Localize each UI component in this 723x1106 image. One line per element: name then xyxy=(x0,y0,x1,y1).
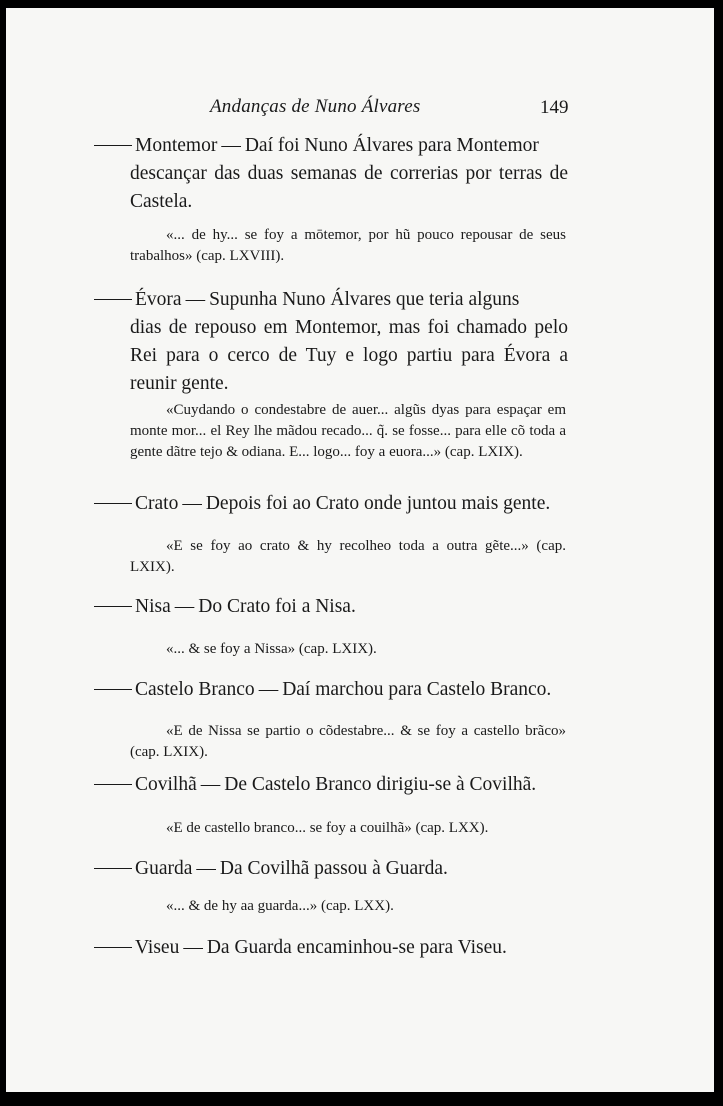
page-header xyxy=(6,96,714,126)
quote-text: «E se foy ao crato & hy recolheo toda a outra gẽte...» (cap. LXIX). xyxy=(130,538,566,575)
quote-montemor xyxy=(130,225,566,267)
place-name: Viseu xyxy=(135,937,180,958)
quote-text: «... & se foy a Nissa» (cap. LXIX). xyxy=(166,641,377,657)
quote-guarda xyxy=(130,896,566,917)
entry-dash xyxy=(94,145,132,146)
entry-castelo-branco xyxy=(94,676,568,704)
entry-first-line xyxy=(94,855,568,883)
entry-first-line xyxy=(94,490,568,518)
entry-text: De Castelo Branco dirigiu-se à Covilhã. xyxy=(224,774,537,795)
em-dash: — xyxy=(196,858,216,879)
entry-montemor xyxy=(94,132,568,216)
em-dash: — xyxy=(183,937,203,958)
entry-first-line xyxy=(94,676,568,704)
entry-first-line xyxy=(94,771,568,799)
place-name: Nisa xyxy=(135,596,171,617)
entry-viseu xyxy=(94,934,568,962)
em-dash: — xyxy=(200,774,221,795)
page-number: 149 xyxy=(540,97,569,118)
entry-guarda xyxy=(94,855,568,883)
quote-text: «Cuydando o condestabre de auer... algũs dyas para espaçar em monte mor... el Rey lhe mãdou recado... q̃. se fosse... para elle cõ toda a gente dãtre tejo & odiana. E... logo... foy a euora...» (cap. LXIX). xyxy=(130,402,566,460)
em-dash: — xyxy=(174,596,195,617)
entry-text: Daí marchou para Castelo Branco. xyxy=(282,679,552,700)
place-name: Guarda xyxy=(135,858,193,879)
place-name: Covilhã xyxy=(135,774,197,795)
entry-dash xyxy=(94,606,132,607)
place-name: Crato xyxy=(135,493,179,514)
entry-text: Supunha Nuno Álvares que teria alguns xyxy=(209,289,520,310)
quote-crato xyxy=(130,536,566,578)
place-name: Montemor xyxy=(135,135,218,156)
em-dash: — xyxy=(258,679,279,700)
entry-first-line xyxy=(94,286,568,314)
entry-evora xyxy=(94,286,568,398)
entry-dash xyxy=(94,784,132,785)
entry-dash xyxy=(94,947,132,948)
place-name: Évora xyxy=(135,289,182,310)
entry-dash xyxy=(94,868,132,869)
quote-text: «... de hy... se foy a mōtemor, por hũ pouco repousar de seus trabalhos» (cap. LXVIII). xyxy=(130,227,566,264)
entry-crato xyxy=(94,490,568,518)
entry-nisa xyxy=(94,593,568,621)
entry-first-line xyxy=(94,934,568,962)
entry-text: Do Crato foi a Nisa. xyxy=(198,596,356,617)
quote-nisa xyxy=(130,639,566,660)
entry-dash xyxy=(94,503,132,504)
running-title: Andanças de Nuno Álvares xyxy=(210,96,421,117)
entry-dash xyxy=(94,299,132,300)
quote-covilha xyxy=(130,818,566,839)
quote-evora xyxy=(130,400,566,463)
entry-covilha xyxy=(94,771,568,799)
entry-first-line xyxy=(94,132,568,160)
em-dash: — xyxy=(185,289,206,310)
entry-first-line xyxy=(94,593,568,621)
entry-continuation: dias de repouso em Montemor, mas foi chamado pelo Rei para o cerco de Tuy e logo partiu para Évora a reunir gente. xyxy=(130,317,568,394)
em-dash: — xyxy=(221,135,241,156)
place-name: Castelo Branco xyxy=(135,679,255,700)
entry-dash xyxy=(94,689,132,690)
em-dash: — xyxy=(182,493,202,514)
book-page xyxy=(6,8,714,1092)
quote-castelo-branco xyxy=(130,721,566,763)
entry-text: Da Covilhã passou à Guarda. xyxy=(219,858,448,879)
quote-text: «E de castello branco... se foy a couilhã» (cap. LXX). xyxy=(166,820,489,836)
quote-text: «... & de hy aa guarda...» (cap. LXX). xyxy=(166,898,394,914)
quote-text: «E de Nissa se partio o cõdestabre... & se foy a castello brãco» (cap. LXIX). xyxy=(130,723,566,760)
entry-text: Depois foi ao Crato onde juntou mais gente. xyxy=(205,493,551,514)
entry-text: Da Guarda encaminhou-se para Viseu. xyxy=(206,937,507,958)
entry-continuation: descançar das duas semanas de correrias por terras de Castela. xyxy=(130,163,568,212)
entry-text: Daí foi Nuno Álvares para Montemor xyxy=(244,135,539,156)
